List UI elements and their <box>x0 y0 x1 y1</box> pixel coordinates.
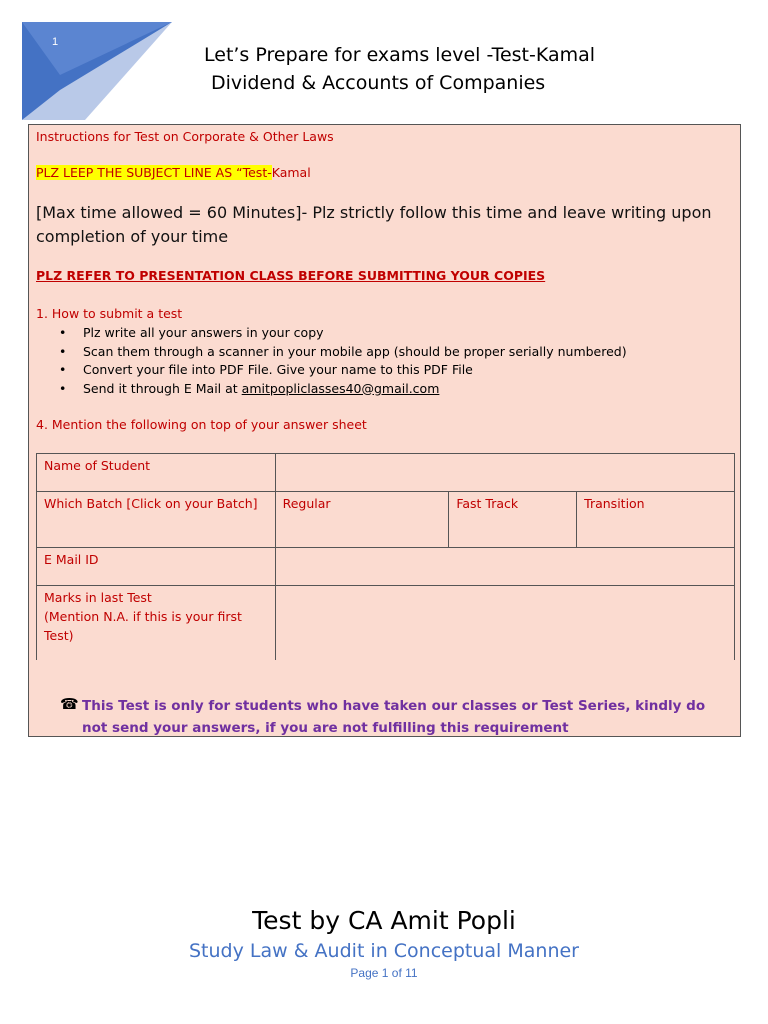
instructions-box <box>28 124 741 737</box>
list-item <box>51 380 627 399</box>
page-number-badge: 1 <box>52 36 59 48</box>
send-prefix: Send it through E Mail at <box>83 380 242 396</box>
submit-steps-list <box>51 324 627 398</box>
email-label: E Mail ID <box>37 548 276 586</box>
time-note: [Max time allowed = 60 Minutes]- Plz strictly follow this time and leave writing upon completion of your time <box>36 203 712 246</box>
list-item: • Plz write all your answers in your copy <box>51 324 627 343</box>
eligibility-notice <box>57 695 727 739</box>
email-field[interactable] <box>275 548 734 586</box>
subject-rest: Kamal <box>271 165 311 180</box>
list-item: • Convert your file into PDF File. Give your name to this PDF File <box>51 361 627 380</box>
list-item: • Scan them through a scanner in your mobile app (should be proper serially numbered) <box>51 343 627 362</box>
table-row <box>37 492 735 548</box>
batch-option-regular[interactable]: Regular <box>275 492 449 548</box>
table-row <box>37 586 735 660</box>
header-title-line2: Dividend & Accounts of Companies <box>211 72 546 94</box>
name-label: Name of Student <box>37 454 276 492</box>
subject-highlight: PLZ LEEP THE SUBJECT LINE AS “Test- <box>36 165 272 180</box>
batch-option-fast-track[interactable]: Fast Track <box>449 492 577 548</box>
phone-icon: ☎ <box>60 695 79 713</box>
footer-page-number: Page 1 of 11 <box>350 966 418 980</box>
instructions-heading: Instructions for Test on Corporate & Other Laws <box>36 129 334 144</box>
subject-line-note <box>36 165 311 180</box>
how-to-submit-heading: 1. How to submit a test <box>36 306 183 321</box>
table-row <box>37 454 735 492</box>
marks-label: Marks in last Test (Mention N.A. if this is your first Test) <box>37 586 276 660</box>
notice-text: This Test is only for students who have taken our classes or Test Series, kindly do not send your answers, if you are not fulfilling this requirement <box>82 698 706 736</box>
mention-heading: 4. Mention the following on top of your answer sheet <box>36 417 367 432</box>
student-details-table <box>36 453 735 660</box>
email-link[interactable]: amitpopliclasses40@gmail.com <box>241 380 440 396</box>
table-row <box>37 548 735 586</box>
footer-subtitle: Study Law & Audit in Conceptual Manner <box>189 940 579 962</box>
batch-label: Which Batch [Click on your Batch] <box>37 492 276 548</box>
batch-option-transition[interactable]: Transition <box>577 492 735 548</box>
marks-field[interactable] <box>275 586 734 660</box>
corner-decoration <box>0 0 180 130</box>
name-field[interactable] <box>275 454 734 492</box>
refer-note: PLZ REFER TO PRESENTATION CLASS BEFORE SUBMITTING YOUR COPIES <box>36 268 546 283</box>
header-title-line1: Let’s Prepare for exams level -Test-Kamal <box>204 44 596 66</box>
footer-title: Test by CA Amit Popli <box>252 906 516 935</box>
